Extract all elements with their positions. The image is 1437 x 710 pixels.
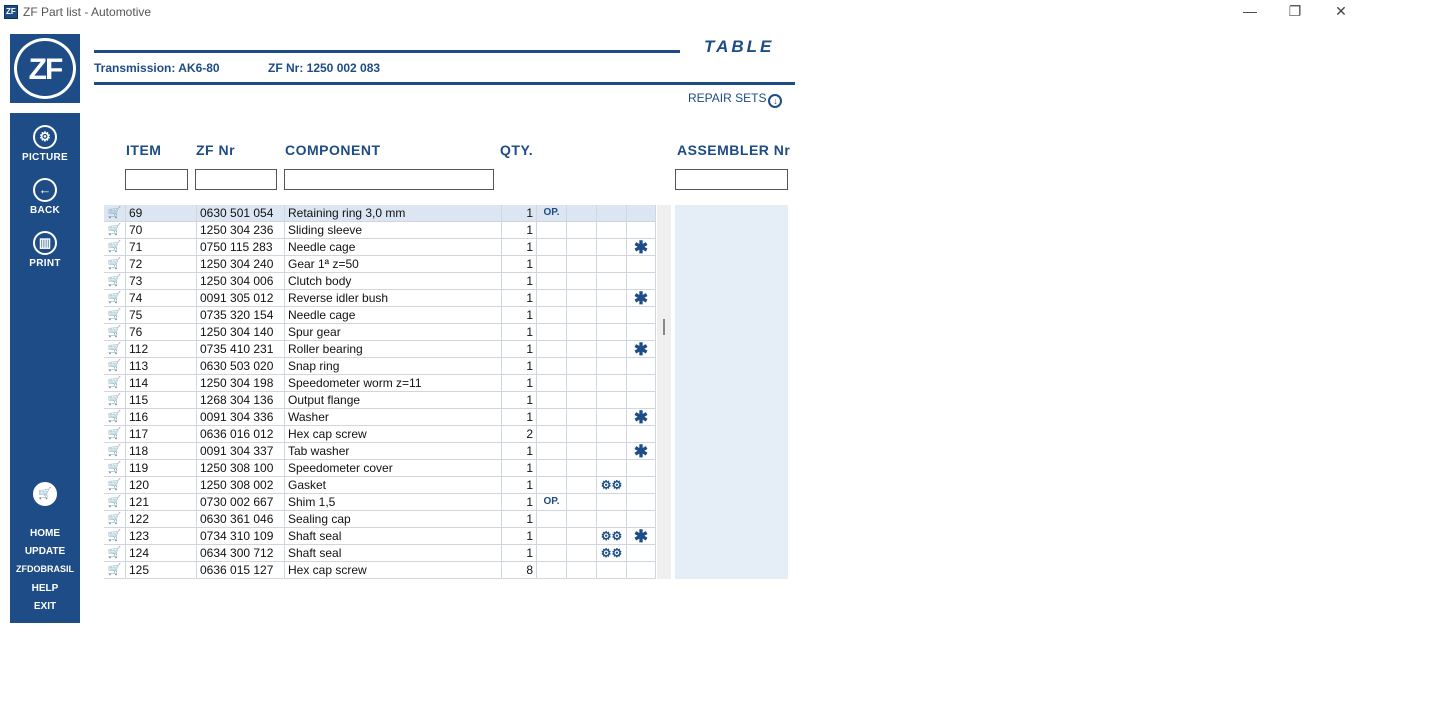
op-flag-cell xyxy=(536,358,566,375)
flag-cell xyxy=(566,392,596,409)
zf-nr-cell: 0630 503 020 xyxy=(196,358,284,375)
cart-icon[interactable]: 🛒 xyxy=(107,411,122,423)
gears-icon-cell xyxy=(596,273,626,290)
close-button[interactable]: ✕ xyxy=(1335,3,1347,19)
flag-cell xyxy=(566,307,596,324)
flag-cell xyxy=(566,273,596,290)
gears-icon-cell xyxy=(596,239,626,256)
op-flag-cell xyxy=(536,290,566,307)
table-row[interactable] xyxy=(104,205,656,222)
item-cell: 118 xyxy=(125,443,196,460)
zf-nr-cell: 0091 304 337 xyxy=(196,443,284,460)
cart-icon[interactable]: 🛒 xyxy=(107,530,122,542)
zfdobrasil-link[interactable]: ZFDOBRASIL xyxy=(16,564,74,574)
item-cell: 124 xyxy=(125,545,196,562)
asterisk-icon-cell xyxy=(626,494,656,511)
asterisk-icon-cell: ✱ xyxy=(626,528,656,545)
cart-icon[interactable]: 🛒 xyxy=(107,275,122,287)
zf-nr-cell: 1250 308 100 xyxy=(196,460,284,477)
table-row[interactable] xyxy=(104,426,656,443)
item-cell: 73 xyxy=(125,273,196,290)
item-cell: 113 xyxy=(125,358,196,375)
parts-table xyxy=(104,205,656,579)
help-link[interactable]: HELP xyxy=(31,583,59,594)
item-cell: 125 xyxy=(125,562,196,579)
back-arrow-icon: ← xyxy=(33,178,57,202)
item-cell: 69 xyxy=(125,205,196,222)
asterisk-icon-cell xyxy=(626,205,656,222)
asterisk-icon-cell xyxy=(626,460,656,477)
gears-icon-cell xyxy=(596,256,626,273)
zf-nr-cell: 0091 304 336 xyxy=(196,409,284,426)
asterisk-icon-cell: ✱ xyxy=(626,239,656,256)
column-header-zf-nr: ZF Nr xyxy=(196,142,236,158)
component-cell: Reverse idler bush xyxy=(284,290,501,307)
zf-logo-text: ZF xyxy=(28,53,62,86)
component-cell: Tab washer xyxy=(284,443,501,460)
app-icon-text: ZF xyxy=(6,7,16,16)
qty-cell: 1 xyxy=(501,460,536,477)
item-cell: 123 xyxy=(125,528,196,545)
cart-icon: 🛒 xyxy=(33,482,57,506)
qty-cell: 1 xyxy=(501,545,536,562)
flag-cell xyxy=(566,460,596,477)
gears-icon-cell xyxy=(596,443,626,460)
zf-nr-cell: 0630 501 054 xyxy=(196,205,284,222)
qty-cell: 1 xyxy=(501,477,536,494)
flag-cell xyxy=(566,239,596,256)
component-cell: Speedometer worm z=11 xyxy=(284,375,501,392)
op-flag-cell xyxy=(536,562,566,579)
flag-cell xyxy=(566,256,596,273)
qty-cell: 1 xyxy=(501,358,536,375)
column-header-qty: QTY. xyxy=(500,142,534,158)
table-row[interactable] xyxy=(104,375,656,392)
zf-nr-cell: 0636 015 127 xyxy=(196,562,284,579)
op-flag-cell xyxy=(536,392,566,409)
arrow-down-circle-icon: ↓ xyxy=(768,94,782,108)
flag-cell xyxy=(566,528,596,545)
zf-nr-cell: 0630 361 046 xyxy=(196,511,284,528)
gears-icon-cell: ⚙⚙ xyxy=(596,477,626,494)
op-flag-cell xyxy=(536,528,566,545)
table-row[interactable] xyxy=(104,222,656,239)
picture-icon: ⚙ xyxy=(33,125,57,149)
op-flag-cell xyxy=(536,426,566,443)
flag-cell xyxy=(566,358,596,375)
flag-cell xyxy=(566,426,596,443)
cart-icon[interactable]: 🛒 xyxy=(107,547,122,559)
cart-icon[interactable]: 🛒 xyxy=(107,258,122,270)
print-label: PRINT xyxy=(29,258,61,269)
asterisk-icon-cell: ✱ xyxy=(626,443,656,460)
column-header-item: ITEM xyxy=(126,142,162,158)
back-label: BACK xyxy=(29,205,61,216)
gears-icon-cell: ⚙⚙ xyxy=(596,545,626,562)
qty-cell: 1 xyxy=(501,341,536,358)
gears-icon-cell xyxy=(596,375,626,392)
qty-cell: 1 xyxy=(501,443,536,460)
header-divider-top xyxy=(94,50,680,53)
cart-icon[interactable]: 🛒 xyxy=(107,241,122,253)
component-cell: Gasket xyxy=(284,477,501,494)
zf-nr-cell: 0636 016 012 xyxy=(196,426,284,443)
zf-nr-cell: 0730 002 667 xyxy=(196,494,284,511)
item-cell: 75 xyxy=(125,307,196,324)
op-flag-cell xyxy=(536,443,566,460)
item-cell: 71 xyxy=(125,239,196,256)
asterisk-icon-cell xyxy=(626,426,656,443)
cart-icon[interactable]: 🛒 xyxy=(107,513,122,525)
flag-cell xyxy=(566,324,596,341)
gears-icon-cell: ⚙⚙ xyxy=(596,528,626,545)
sidebar xyxy=(10,113,80,623)
item-cell: 72 xyxy=(125,256,196,273)
asterisk-icon-cell xyxy=(626,392,656,409)
component-cell: Sliding sleeve xyxy=(284,222,501,239)
qty-cell: 1 xyxy=(501,290,536,307)
gears-icon-cell xyxy=(596,358,626,375)
op-flag-cell: OP. xyxy=(536,205,566,222)
component-cell: Speedometer cover xyxy=(284,460,501,477)
asterisk-icon-cell xyxy=(626,273,656,290)
op-flag-cell xyxy=(536,256,566,273)
cart-icon[interactable]: 🛒 xyxy=(107,224,122,236)
gears-icon-cell xyxy=(596,222,626,239)
gears-icon-cell xyxy=(596,392,626,409)
cart-icon[interactable]: 🛒 xyxy=(107,428,122,440)
asterisk-icon-cell: ✱ xyxy=(626,290,656,307)
flag-cell xyxy=(566,290,596,307)
gears-icon-cell xyxy=(596,562,626,579)
update-link[interactable]: UPDATE xyxy=(24,546,66,557)
cart-icon[interactable]: 🛒 xyxy=(107,343,122,355)
table-row[interactable] xyxy=(104,494,656,511)
zf-nr-cell: 0634 300 712 xyxy=(196,545,284,562)
print-icon: ▥ xyxy=(33,231,57,255)
repair-sets-label: REPAIR SETS xyxy=(688,91,767,105)
flag-cell xyxy=(566,375,596,392)
gears-icon-cell xyxy=(596,324,626,341)
qty-cell: 1 xyxy=(501,256,536,273)
item-cell: 112 xyxy=(125,341,196,358)
cart-icon[interactable]: 🛒 xyxy=(107,309,122,321)
component-cell: Shaft seal xyxy=(284,545,501,562)
component-cell: Snap ring xyxy=(284,358,501,375)
component-cell: Shim 1,5 xyxy=(284,494,501,511)
component-filter-input[interactable] xyxy=(284,169,494,190)
gears-icon-cell xyxy=(596,494,626,511)
cart-icon[interactable]: 🛒 xyxy=(107,564,122,576)
table-row[interactable] xyxy=(104,239,656,256)
zf-nr-cell: 1268 304 136 xyxy=(196,392,284,409)
item-cell: 76 xyxy=(125,324,196,341)
asterisk-icon-cell xyxy=(626,511,656,528)
flag-cell xyxy=(566,222,596,239)
asterisk-icon-cell: ✱ xyxy=(626,409,656,426)
zf-nr-cell: 0091 305 012 xyxy=(196,290,284,307)
gears-icon-cell xyxy=(596,460,626,477)
table-row[interactable] xyxy=(104,562,656,579)
asterisk-icon-cell xyxy=(626,307,656,324)
cart-icon[interactable]: 🛒 xyxy=(107,360,122,372)
table-row[interactable] xyxy=(104,341,656,358)
assembler-panel xyxy=(675,205,788,579)
cart-icon[interactable]: 🛒 xyxy=(107,394,122,406)
flag-cell xyxy=(566,477,596,494)
op-flag-cell xyxy=(536,324,566,341)
zf-nr-cell: 0750 115 283 xyxy=(196,239,284,256)
window-title: ZF Part list - Automotive xyxy=(23,5,152,19)
qty-cell: 1 xyxy=(501,307,536,324)
cart-icon[interactable]: 🛒 xyxy=(107,292,122,304)
zf-nr-cell: 0735 320 154 xyxy=(196,307,284,324)
qty-cell: 1 xyxy=(501,205,536,222)
qty-cell: 1 xyxy=(501,375,536,392)
component-cell: Needle cage xyxy=(284,307,501,324)
item-cell: 119 xyxy=(125,460,196,477)
asterisk-icon-cell xyxy=(626,324,656,341)
asterisk-icon-cell xyxy=(626,358,656,375)
op-flag-cell xyxy=(536,222,566,239)
zf-logo xyxy=(10,34,80,103)
op-flag-cell xyxy=(536,239,566,256)
table-row[interactable] xyxy=(104,477,656,494)
app-icon xyxy=(4,5,18,19)
asterisk-icon-cell xyxy=(626,477,656,494)
item-cell: 70 xyxy=(125,222,196,239)
page-title: TABLE xyxy=(704,37,775,56)
op-flag-cell xyxy=(536,341,566,358)
component-cell: Output flange xyxy=(284,392,501,409)
component-cell: Spur gear xyxy=(284,324,501,341)
table-row[interactable] xyxy=(104,273,656,290)
cart-icon[interactable]: 🛒 xyxy=(107,462,122,474)
qty-cell: 1 xyxy=(501,273,536,290)
transmission-label: Transmission: AK6-80 xyxy=(94,61,220,75)
item-cell: 121 xyxy=(125,494,196,511)
assembler-nr-filter-input[interactable] xyxy=(675,169,788,190)
column-header-assembler-nr: ASSEMBLER Nr xyxy=(677,142,791,158)
item-cell: 122 xyxy=(125,511,196,528)
zf-nr-label: ZF Nr: 1250 002 083 xyxy=(268,61,381,75)
table-row[interactable] xyxy=(104,545,656,562)
gears-icon-cell xyxy=(596,290,626,307)
zf-nr-cell: 1250 308 002 xyxy=(196,477,284,494)
table-row[interactable] xyxy=(104,460,656,477)
item-cell: 117 xyxy=(125,426,196,443)
scrollbar-track[interactable] xyxy=(657,205,671,579)
op-flag-cell xyxy=(536,273,566,290)
repair-sets-link[interactable] xyxy=(688,91,782,108)
qty-cell: 1 xyxy=(501,528,536,545)
cart-icon[interactable]: 🛒 xyxy=(107,496,122,508)
qty-cell: 1 xyxy=(501,239,536,256)
component-cell: Needle cage xyxy=(284,239,501,256)
gears-icon-cell xyxy=(596,511,626,528)
op-flag-cell xyxy=(536,511,566,528)
table-row[interactable] xyxy=(104,324,656,341)
cart-icon[interactable]: 🛒 xyxy=(107,377,122,389)
table-row[interactable] xyxy=(104,392,656,409)
cart-icon[interactable]: 🛒 xyxy=(107,479,122,491)
gears-icon-cell xyxy=(596,426,626,443)
cart-icon[interactable]: 🛒 xyxy=(107,207,122,219)
asterisk-icon-cell xyxy=(626,562,656,579)
component-cell: Gear 1ª z=50 xyxy=(284,256,501,273)
flag-cell xyxy=(566,562,596,579)
qty-cell: 1 xyxy=(501,409,536,426)
component-cell: Hex cap screw xyxy=(284,562,501,579)
flag-cell xyxy=(566,205,596,222)
table-row[interactable] xyxy=(104,409,656,426)
zf-nr-cell: 0734 310 109 xyxy=(196,528,284,545)
header-divider-bottom xyxy=(94,82,795,85)
zf-nr-cell: 1250 304 236 xyxy=(196,222,284,239)
item-cell: 116 xyxy=(125,409,196,426)
column-header-component: COMPONENT xyxy=(285,142,381,158)
qty-cell: 1 xyxy=(501,392,536,409)
component-cell: Washer xyxy=(284,409,501,426)
table-row[interactable] xyxy=(104,528,656,545)
item-cell: 114 xyxy=(125,375,196,392)
op-flag-cell xyxy=(536,409,566,426)
op-flag-cell: OP. xyxy=(536,494,566,511)
picture-button[interactable] xyxy=(10,125,80,163)
zf-nr-cell: 1250 304 140 xyxy=(196,324,284,341)
qty-cell: 1 xyxy=(501,222,536,239)
table-row[interactable] xyxy=(104,358,656,375)
zf-nr-cell: 1250 304 198 xyxy=(196,375,284,392)
gears-icon-cell xyxy=(596,409,626,426)
flag-cell xyxy=(566,443,596,460)
gears-icon-cell xyxy=(596,205,626,222)
qty-cell: 8 xyxy=(501,562,536,579)
maximize-button[interactable]: ❐ xyxy=(1288,3,1302,19)
flag-cell xyxy=(566,511,596,528)
item-cell: 120 xyxy=(125,477,196,494)
zf-nr-cell: 0735 410 231 xyxy=(196,341,284,358)
minimize-button[interactable]: — xyxy=(1243,3,1257,19)
exit-link[interactable]: EXIT xyxy=(33,601,57,612)
zf-logo-circle xyxy=(14,38,76,99)
cart-icon[interactable]: 🛒 xyxy=(107,326,122,338)
table-row[interactable] xyxy=(104,443,656,460)
item-filter-input[interactable] xyxy=(125,169,188,190)
print-button[interactable] xyxy=(10,231,80,269)
flag-cell xyxy=(566,545,596,562)
gears-icon-cell xyxy=(596,341,626,358)
picture-label: PICTURE xyxy=(22,152,68,163)
home-link[interactable]: HOME xyxy=(30,528,60,539)
cart-icon[interactable]: 🛒 xyxy=(107,445,122,457)
qty-cell: 1 xyxy=(501,494,536,511)
asterisk-icon-cell xyxy=(626,375,656,392)
component-cell: Shaft seal xyxy=(284,528,501,545)
table-row[interactable] xyxy=(104,511,656,528)
op-flag-cell xyxy=(536,307,566,324)
component-cell: Sealing cap xyxy=(284,511,501,528)
flag-cell xyxy=(566,494,596,511)
zf-nr-cell: 1250 304 240 xyxy=(196,256,284,273)
zf-nr-cell: 1250 304 006 xyxy=(196,273,284,290)
qty-cell: 2 xyxy=(501,426,536,443)
component-cell: Hex cap screw xyxy=(284,426,501,443)
item-cell: 115 xyxy=(125,392,196,409)
qty-cell: 1 xyxy=(501,324,536,341)
flag-cell xyxy=(566,409,596,426)
item-cell: 74 xyxy=(125,290,196,307)
table-row[interactable] xyxy=(104,307,656,324)
flag-cell xyxy=(566,341,596,358)
back-button[interactable] xyxy=(10,178,80,216)
asterisk-icon-cell xyxy=(626,222,656,239)
op-flag-cell xyxy=(536,477,566,494)
component-cell: Retaining ring 3,0 mm xyxy=(284,205,501,222)
component-cell: Clutch body xyxy=(284,273,501,290)
op-flag-cell xyxy=(536,460,566,477)
component-cell: Roller bearing xyxy=(284,341,501,358)
op-flag-cell xyxy=(536,375,566,392)
asterisk-icon-cell: ✱ xyxy=(626,341,656,358)
table-row[interactable] xyxy=(104,290,656,307)
asterisk-icon-cell xyxy=(626,545,656,562)
op-flag-cell xyxy=(536,545,566,562)
scrollbar-thumb[interactable] xyxy=(663,319,665,335)
table-row[interactable] xyxy=(104,256,656,273)
window-titlebar xyxy=(0,0,1437,24)
qty-cell: 1 xyxy=(501,511,536,528)
zf-nr-filter-input[interactable] xyxy=(195,169,277,190)
asterisk-icon-cell xyxy=(626,256,656,273)
gears-icon-cell xyxy=(596,307,626,324)
cart-button[interactable] xyxy=(10,482,80,506)
